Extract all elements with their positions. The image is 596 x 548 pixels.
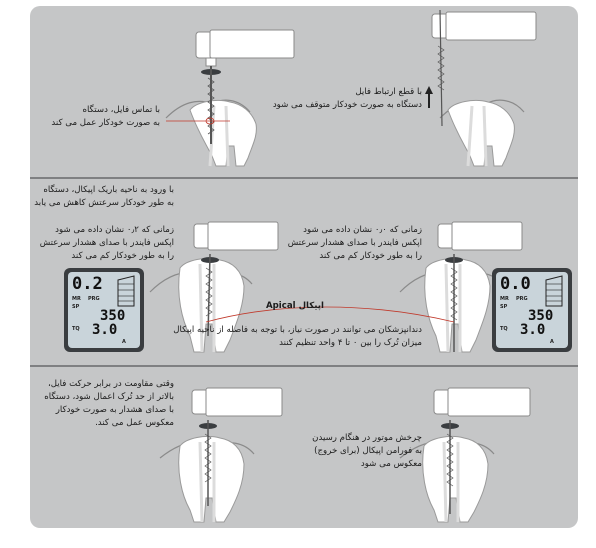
caption-line: معکوس عمل می کند. xyxy=(95,418,174,428)
top-right-caption xyxy=(273,86,422,112)
display-speed: 350 xyxy=(528,308,554,324)
diagram-artwork xyxy=(30,6,578,528)
display-speed: 350 xyxy=(100,308,126,324)
arrow-up-icon xyxy=(425,86,433,108)
handpiece-icon xyxy=(194,222,278,263)
caption-line: به فورامن اپیکال (برای خروج) xyxy=(314,446,422,456)
display-tq: TQ xyxy=(72,326,80,332)
display-prg: PRG xyxy=(88,296,100,302)
handpiece-icon xyxy=(432,12,536,40)
caption-line: را به طور خودکار کم می کند xyxy=(71,251,174,261)
caption-line: با ورود به ناحیه باریک اپیکال، دستگاه xyxy=(43,185,174,195)
caption-line: اپکس فایندر با صدای هشدار سرعتش xyxy=(287,238,422,248)
caption-line: میزان تُرک را بین ۰ تا ۴ واحد تنظیم کنند xyxy=(279,338,422,348)
caption-line: بالاتر از حد تُرک اعمال شود، دستگاه xyxy=(44,392,174,402)
apical-line xyxy=(206,307,454,322)
tooth-icon xyxy=(160,436,254,522)
display-value: 0.2 xyxy=(72,274,103,294)
caption-line: زمانی که ۰٫۲ نشان داده می شود xyxy=(55,225,174,235)
caption-line: دندانپزشکان می توانند در صورت نیاز، با توجه به فاصله از ناحیه اپیکال xyxy=(173,325,422,335)
caption-line: اپکس فایندر با صدای هشدار سرعتش xyxy=(39,238,174,248)
apical-note xyxy=(173,324,422,350)
display-mode: A xyxy=(122,339,126,345)
display-value: 0.0 xyxy=(500,274,531,294)
handpiece-icon xyxy=(192,388,282,429)
caption-line: معکوس می شود xyxy=(360,459,422,469)
display-mr: MR xyxy=(72,296,81,302)
tooth-icon xyxy=(440,100,524,166)
caption-line: چرخش موتور در هنگام رسیدن xyxy=(312,433,422,443)
top-left-caption xyxy=(51,104,160,130)
mid-left-caption xyxy=(40,224,174,263)
display-tq: TQ xyxy=(500,326,508,332)
display-torque: 3.0 xyxy=(520,322,546,338)
bottom-left-caption xyxy=(44,378,174,430)
caption-line: به صورت خودکار عمل می کند xyxy=(51,118,160,128)
caption-line: دستگاه به صورت خودکار متوقف می شود xyxy=(272,100,422,110)
display-sp: SP xyxy=(72,304,80,310)
display-sp: SP xyxy=(500,304,508,310)
display-prg: PRG xyxy=(516,296,528,302)
apical-label: اپیکال Apical xyxy=(266,301,324,311)
display-torque: 3.0 xyxy=(92,322,118,338)
caption-line: با صدای هشدار به صورت خودکار xyxy=(55,405,174,415)
caption-line: را به طور خودکار کم می کند xyxy=(319,251,422,261)
mid-right-caption xyxy=(288,224,422,263)
handpiece-icon xyxy=(434,388,530,429)
caption-line: زمانی که ۰٫۰ نشان داده می شود xyxy=(303,225,422,235)
mid-header-caption xyxy=(34,184,174,210)
caption-line: به طور خودکار سرعتش کاهش می یابد xyxy=(34,198,174,208)
display-mode: A xyxy=(550,339,554,345)
caption-line: وقتی مقاومت در برابر حرکت فایل، xyxy=(47,379,174,389)
display-mr: MR xyxy=(500,296,509,302)
bottom-right-caption xyxy=(312,432,422,471)
instruction-panel xyxy=(30,6,578,528)
caption-line: با قطع ارتباط فایل xyxy=(355,87,422,97)
caption-line: با تماس فایل، دستگاه xyxy=(82,105,160,115)
handpiece-icon xyxy=(438,222,522,263)
